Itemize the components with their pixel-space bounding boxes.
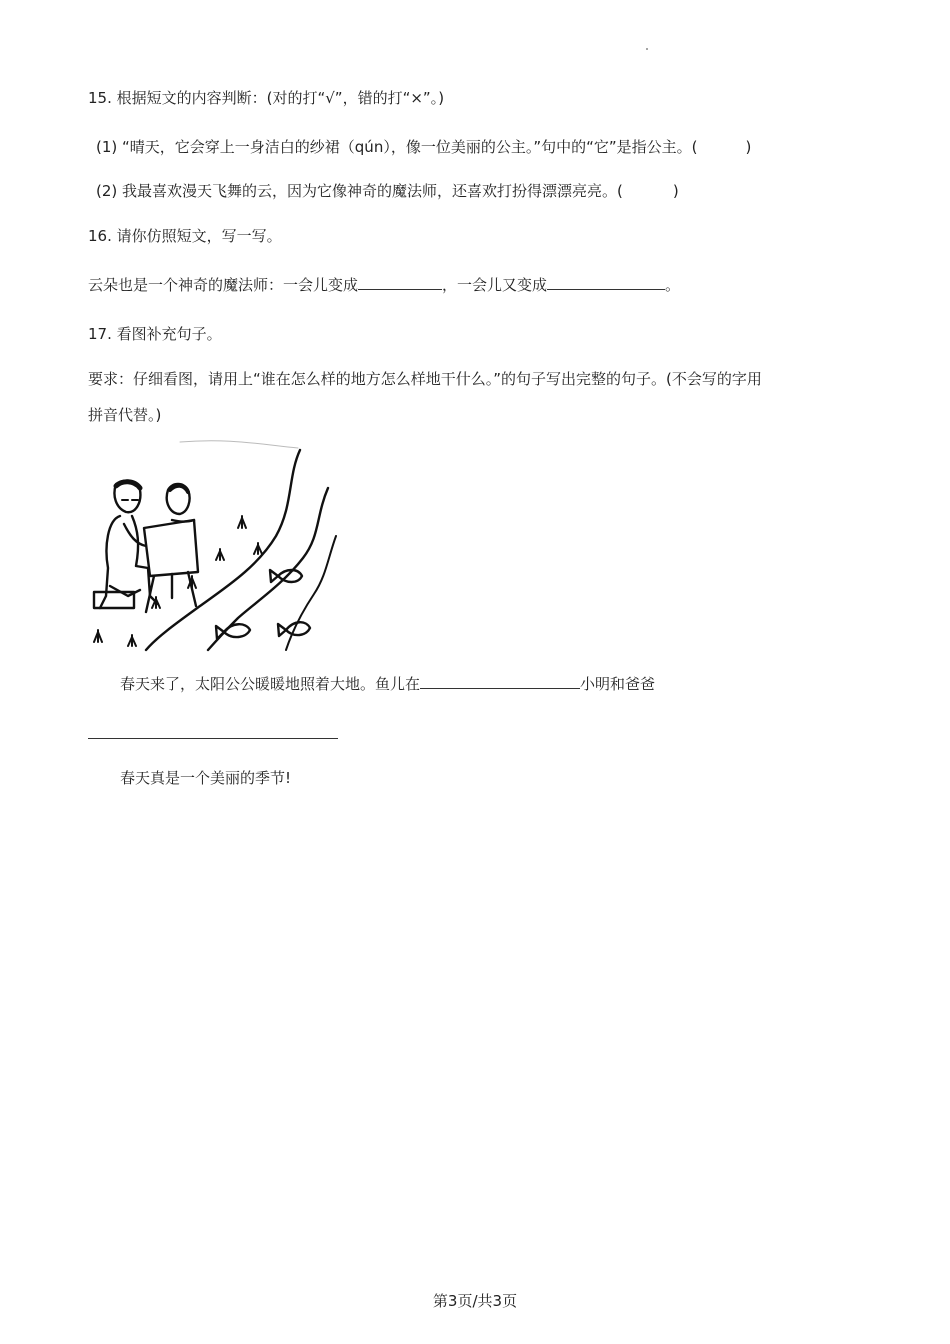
q17-sentence-b-text: 小明和爸爸 bbox=[580, 675, 656, 693]
q15-item-1-close: ) bbox=[745, 138, 752, 156]
q16-blank-1[interactable] bbox=[358, 275, 442, 290]
q16-title: 16. 请你仿照短文，写一写。 bbox=[88, 227, 282, 245]
q16-part-3: 。 bbox=[665, 276, 681, 294]
q17-blank-fish[interactable] bbox=[420, 674, 580, 689]
q17-sentence-a-text: 春天来了，太阳公公暖暖地照着大地。鱼儿在 bbox=[120, 675, 421, 693]
q15-title: 15. 根据短文的内容判断：(对的打“√”，错的打“×”。) bbox=[88, 89, 445, 107]
q15-item-2-close: ) bbox=[672, 182, 679, 200]
q16-sentence bbox=[88, 275, 680, 295]
father-figure bbox=[94, 481, 158, 608]
page-number: 第3页/共3页 bbox=[432, 1292, 518, 1310]
q17-sentence-a bbox=[120, 674, 655, 694]
q17-sentence-end: 春天真是一个美丽的季节! bbox=[120, 769, 292, 787]
q17-blank-father-son[interactable] bbox=[88, 738, 338, 739]
son-figure bbox=[167, 484, 194, 522]
q16-part-2: ，一会儿又变成 bbox=[442, 276, 548, 294]
speck-mark bbox=[646, 48, 648, 50]
q15-item-2 bbox=[96, 181, 679, 201]
q15-item-1-text: (1) “晴天，它会穿上一身洁白的纱裙（qún），像一位美丽的公主。”句中的“它”是指公主。( bbox=[96, 138, 698, 156]
q17-requirement-line-1: 要求：仔细看图，请用上“谁在怎么样的地方怎么样地干什么。”的句子写出完整的句子。(不会写的字用 bbox=[88, 370, 762, 388]
q16-part-1: 云朵也是一个神奇的魔法师：一会儿变成 bbox=[88, 276, 359, 294]
q16-blank-2[interactable] bbox=[547, 275, 665, 290]
q15-item-1 bbox=[96, 137, 751, 157]
spring-river-illustration bbox=[88, 436, 338, 656]
q17-title: 17. 看图补充句子。 bbox=[88, 325, 222, 343]
q15-item-2-text: (2) 我最喜欢漫天飞舞的云，因为它像神奇的魔法师，还喜欢打扮得漂漂亮亮。( bbox=[96, 182, 623, 200]
q17-requirement-line-2: 拼音代替。) bbox=[88, 406, 162, 424]
